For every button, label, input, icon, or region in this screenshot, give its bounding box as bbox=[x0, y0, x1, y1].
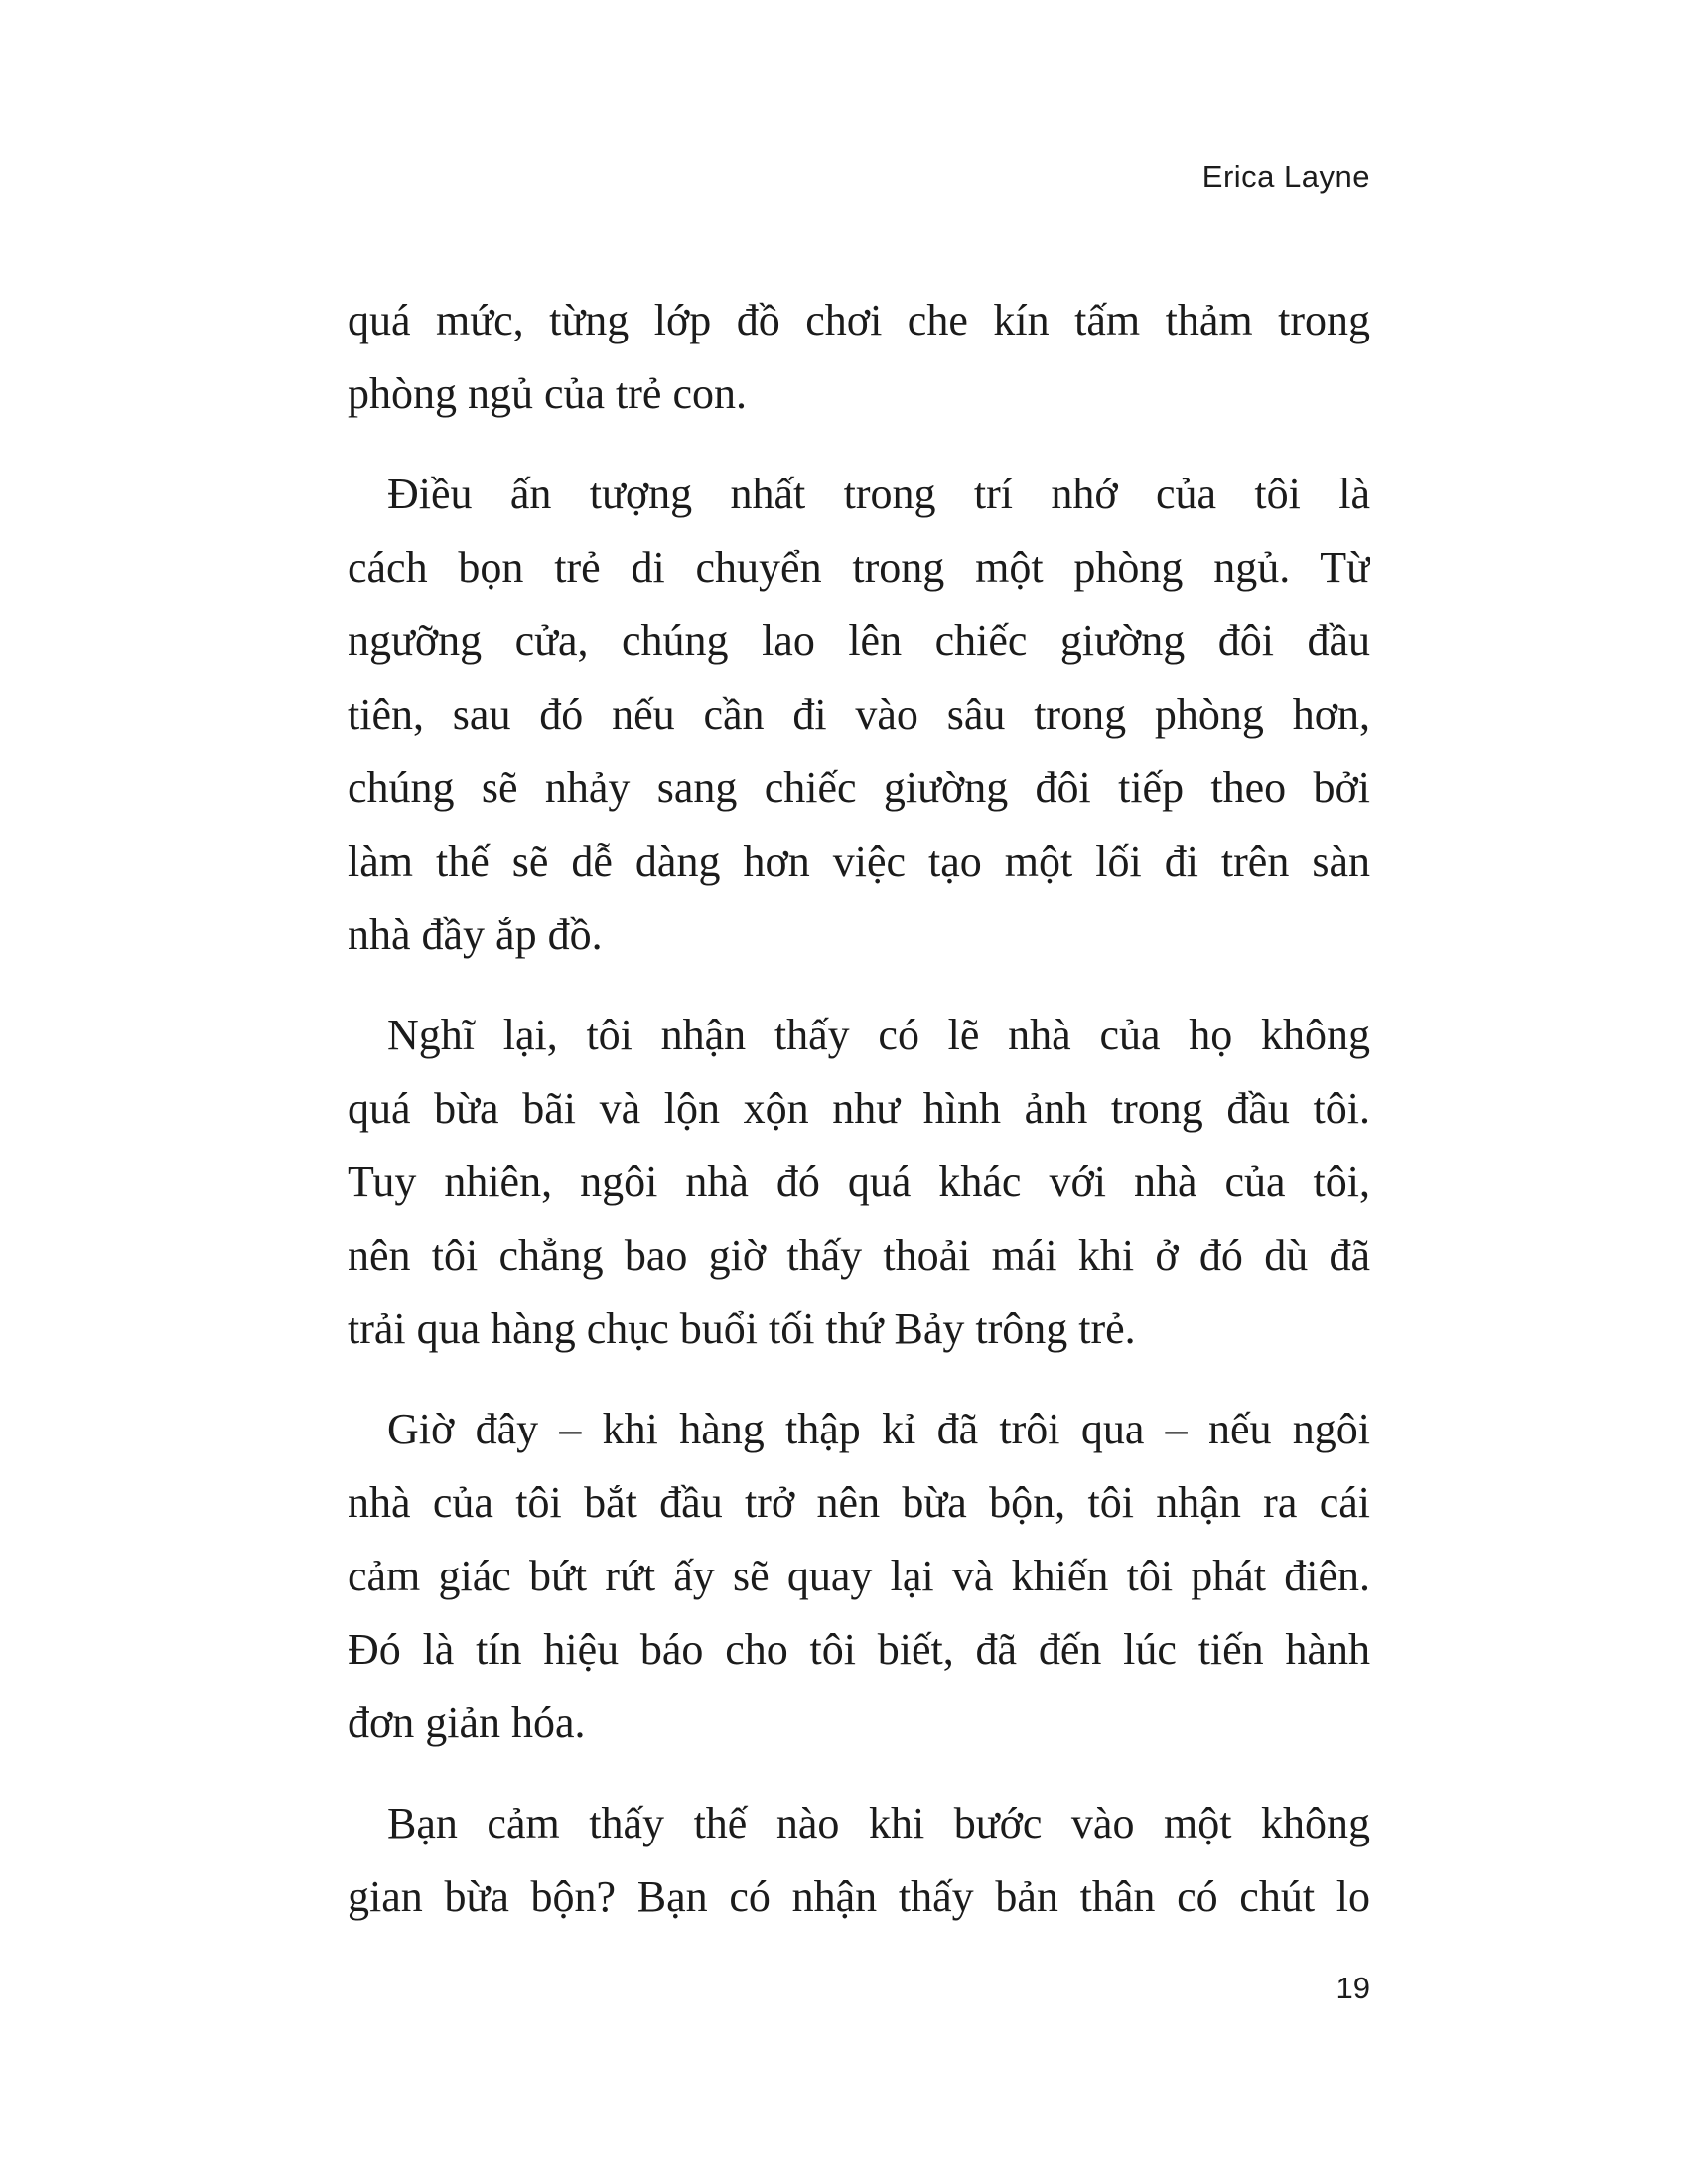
text-line: quá mức, từng lớp đồ chơi che kín tấm thảm trong bbox=[348, 296, 1370, 344]
text-line: làm thế sẽ dễ dàng hơn việc tạo một lối đi trên sàn bbox=[348, 837, 1370, 886]
text-line: nhà của tôi bắt đầu trở nên bừa bộn, tôi nhận ra cái bbox=[348, 1478, 1370, 1527]
text-line: cách bọn trẻ di chuyển trong một phòng ngủ. Từ bbox=[348, 543, 1370, 592]
paragraph bbox=[348, 1393, 1370, 1760]
page-number: 19 bbox=[1336, 1971, 1370, 2005]
text-line: cảm giác bứt rứt ấy sẽ quay lại và khiến tôi phát điên. bbox=[348, 1552, 1370, 1600]
text-line: nhà đầy ắp đồ. bbox=[348, 910, 603, 959]
text-line: Điều ấn tượng nhất trong trí nhớ của tôi là bbox=[387, 470, 1370, 518]
text-line: quá bừa bãi và lộn xộn như hình ảnh trong đầu tôi. bbox=[348, 1084, 1370, 1133]
text-line: phòng ngủ của trẻ con. bbox=[348, 369, 747, 418]
text-line: Giờ đây – khi hàng thập kỉ đã trôi qua – nếu ngôi bbox=[387, 1405, 1370, 1453]
text-line: chúng sẽ nhảy sang chiếc giường đôi tiếp theo bởi bbox=[348, 763, 1370, 812]
page-body bbox=[348, 284, 1370, 1934]
paragraph bbox=[348, 458, 1370, 972]
paragraph bbox=[348, 999, 1370, 1366]
running-header-author: Erica Layne bbox=[1201, 159, 1370, 194]
text-line: Bạn cảm thấy thế nào khi bước vào một không bbox=[387, 1799, 1370, 1847]
text-line: nên tôi chẳng bao giờ thấy thoải mái khi ở đó dù đã bbox=[348, 1231, 1370, 1280]
text-line: tiên, sau đó nếu cần đi vào sâu trong phòng hơn, bbox=[348, 690, 1370, 739]
text-line: Tuy nhiên, ngôi nhà đó quá khác với nhà của tôi, bbox=[348, 1158, 1370, 1206]
paragraph bbox=[348, 284, 1370, 431]
text-line: ngưỡng cửa, chúng lao lên chiếc giường đôi đầu bbox=[348, 616, 1370, 665]
paragraph bbox=[348, 1787, 1370, 1934]
text-line: Nghĩ lại, tôi nhận thấy có lẽ nhà của họ không bbox=[387, 1011, 1370, 1059]
text-line: trải qua hàng chục buổi tối thứ Bảy trông trẻ. bbox=[348, 1304, 1136, 1353]
text-line: đơn giản hóa. bbox=[348, 1699, 586, 1747]
text-line: Đó là tín hiệu báo cho tôi biết, đã đến lúc tiến hành bbox=[348, 1625, 1370, 1674]
text-line: gian bừa bộn? Bạn có nhận thấy bản thân có chút lo bbox=[348, 1872, 1370, 1921]
